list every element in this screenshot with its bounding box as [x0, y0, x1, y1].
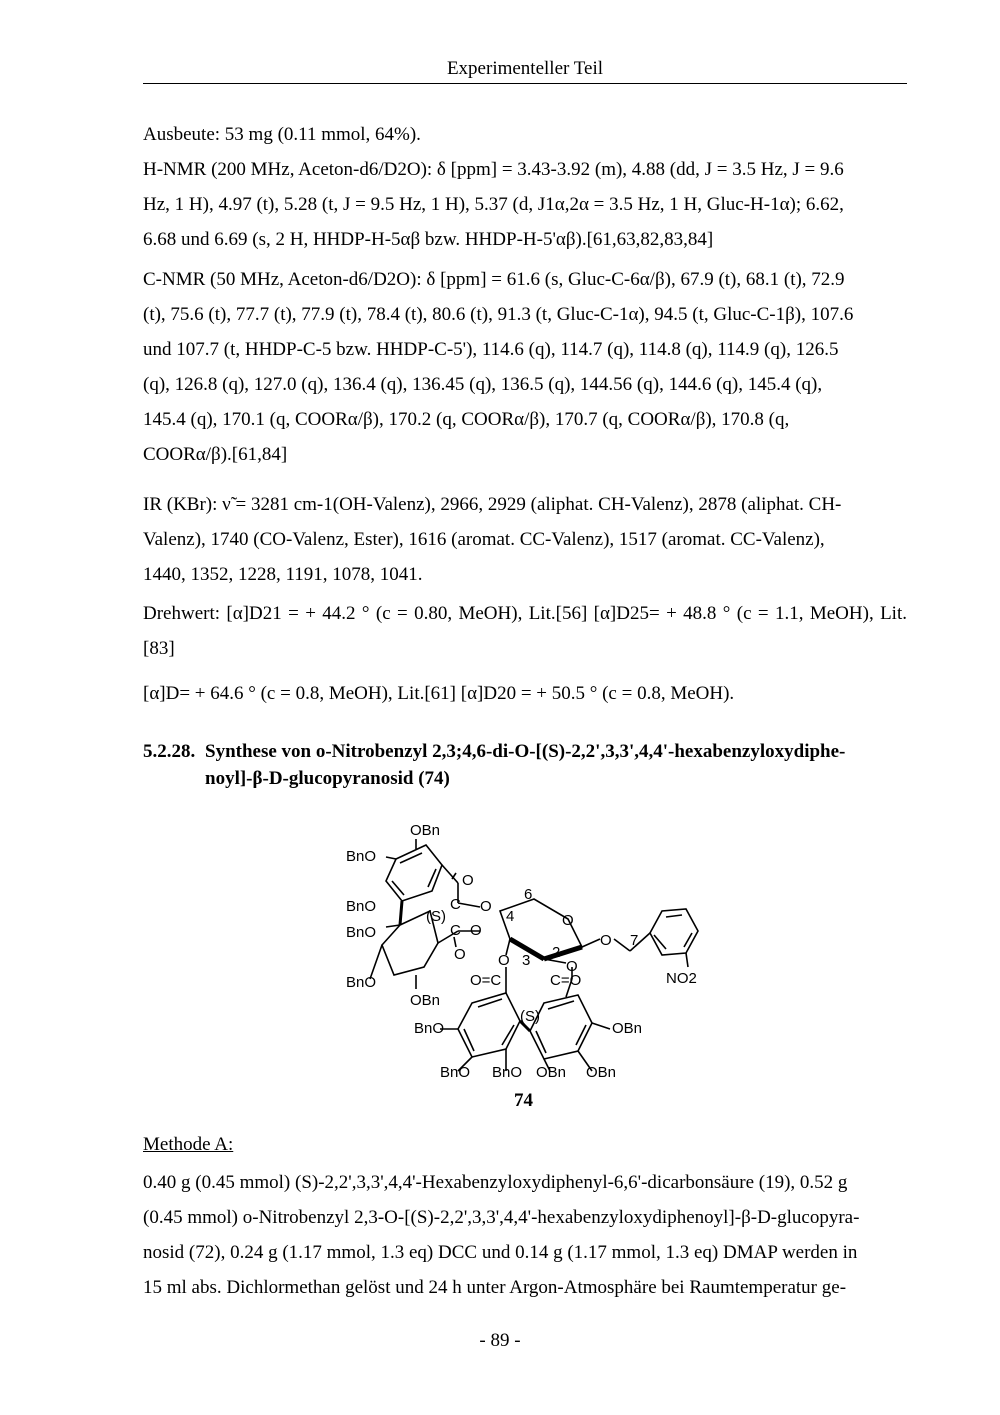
label-bno-6: BnO — [440, 1064, 471, 1081]
rotation-paragraph — [143, 596, 907, 711]
label-o-ester-1: O — [480, 898, 492, 915]
section-heading — [143, 738, 907, 792]
label-o-carbonyl-1: O — [462, 872, 474, 889]
cnmr-line-6: COORα/β).[61,84] — [143, 444, 288, 465]
label-oc: O=C — [470, 972, 502, 989]
procedure-line-2: (0.45 mmol) o-Nitrobenzyl 2,3-O-[(S)-2,2',3,3',4,4'-hexabenzyloxydiphenoyl]-β-D-glucopyra- — [143, 1207, 860, 1228]
label-o-carbonyl-2: O — [454, 946, 466, 963]
label-obn-3: OBn — [536, 1064, 567, 1081]
ir-line-2: Valenz), 1740 (CO-Valenz, Ester), 1616 (aromat. CC-Valenz), 1517 (aromat. CC-Valenz), — [143, 529, 825, 550]
hnmr-line-3: 6.68 und 6.69 (s, 2 H, HHDP-H-5αβ bzw. HHDP-H-5'αβ).[61,63,82,83,84] — [143, 229, 714, 250]
label-no2: NO2 — [666, 970, 697, 987]
label-pos-6: 6 — [524, 886, 533, 903]
section-title-line-1: Synthese von o-Nitrobenzyl 2,3;4,6-di-O-[(S)-2,2',3,3',4,4'-hexabenzyloxydiphe- — [205, 741, 846, 762]
ir-paragraph — [143, 487, 907, 592]
label-co: C=O — [550, 972, 582, 989]
label-pos-4: 4 — [506, 908, 515, 925]
label-o-2: O — [566, 958, 578, 975]
label-o-glycoside: O — [600, 932, 612, 949]
label-o-ring: O — [562, 912, 574, 929]
label-bno-5: BnO — [414, 1020, 445, 1037]
label-o-3: O — [498, 952, 510, 969]
ir-line-3: 1440, 1352, 1228, 1191, 1078, 1041. — [143, 564, 423, 585]
page-number: - 89 - — [479, 1330, 521, 1351]
cnmr-paragraph — [143, 262, 907, 472]
rotation-line-1: Drehwert: [α]D21 = + 44.2 ° (c = 0.80, MeOH), Lit.[56] [α]D25= + 48.8 ° (c = 1.1, MeOH), Lit.[83] — [143, 603, 907, 659]
hnmr-line-2: Hz, 1 H), 4.97 (t), 5.28 (t, J = 9.5 Hz, 1 H), 5.37 (d, J1α,2α = 3.5 Hz, 1 H, Gluc-H-1α); 6.62, — [143, 194, 844, 215]
label-bno-1: BnO — [346, 848, 377, 865]
label-pos-7: 7 — [630, 932, 639, 949]
running-header: Experimenteller Teil — [143, 58, 907, 84]
yield-line: Ausbeute: 53 mg (0.11 mmol, 64%). — [143, 124, 421, 145]
method-title: Methode A: — [143, 1134, 234, 1155]
procedure-line-3: nosid (72), 0.24 g (1.17 mmol, 1.3 eq) DCC und 0.14 g (1.17 mmol, 1.3 eq) DMAP werden in — [143, 1242, 858, 1263]
cnmr-line-3: und 107.7 (t, HHDP-C-5 bzw. HHDP-C-5'), 114.6 (q), 114.7 (q), 114.8 (q), 114.9 (q), 126.5 — [143, 339, 839, 360]
label-s-lower: (S) — [520, 1008, 540, 1025]
section-number: 5.2.28. — [143, 741, 196, 762]
procedure-paragraph — [143, 1165, 907, 1305]
compound-number: 74 — [514, 1090, 533, 1111]
label-c-1: C — [450, 896, 461, 913]
cnmr-line-1: C-NMR (50 MHz, Aceton-d6/D2O): δ [ppm] = 61.6 (s, Gluc-C-6α/β), 67.9 (t), 68.1 (t), 72.9 — [143, 269, 845, 290]
label-o-ester-2: O — [470, 922, 482, 939]
hnmr-paragraph — [143, 152, 907, 257]
procedure-line-4: 15 ml abs. Dichlormethan gelöst und 24 h unter Argon-Atmosphäre bei Raumtemperatur ge- — [143, 1277, 847, 1298]
label-c-2: C — [450, 922, 461, 939]
label-pos-3: 3 — [522, 952, 531, 969]
structure-74 — [330, 815, 730, 1115]
label-bno-2: BnO — [346, 898, 377, 915]
label-obn-top: OBn — [410, 822, 441, 839]
cnmr-line-4: (q), 126.8 (q), 127.0 (q), 136.4 (q), 136.45 (q), 136.5 (q), 144.56 (q), 144.6 (q), 145.4 (q), — [143, 374, 823, 395]
cnmr-line-5: 145.4 (q), 170.1 (q, COORα/β), 170.2 (q, COORα/β), 170.7 (q, COORα/β), 170.8 (q, — [143, 409, 790, 430]
label-obn-5: OBn — [612, 1020, 643, 1037]
procedure-line-1: 0.40 g (0.45 mmol) (S)-2,2',3,3',4,4'-Hexabenzyloxydiphenyl-6,6'-dicarbonsäure (19), 0.52 g — [143, 1172, 848, 1193]
label-bno-3: BnO — [346, 924, 377, 941]
ir-line-1: IR (KBr): ν̃ = 3281 cm-1(OH-Valenz), 2966, 2929 (aliphat. CH-Valenz), 2878 (aliphat. CH- — [143, 494, 842, 515]
rotation-line-2: [α]D= + 64.6 ° (c = 0.8, MeOH), Lit.[61] [α]D20 = + 50.5 ° (c = 0.8, MeOH). — [143, 683, 735, 704]
hnmr-line-1: H-NMR (200 MHz, Aceton-d6/D2O): δ [ppm] = 3.43-3.92 (m), 4.88 (dd, J = 3.5 Hz, J = 9.6 — [143, 159, 844, 180]
label-pos-2: 2 — [552, 944, 561, 961]
label-s-upper: (S) — [426, 908, 446, 925]
section-title-line-2: noyl]-β-D-glucopyranosid (74) — [205, 768, 450, 789]
label-bno-7: BnO — [492, 1064, 523, 1081]
label-obn-2: OBn — [410, 992, 441, 1009]
label-bno-4: BnO — [346, 974, 377, 991]
label-obn-4: OBn — [586, 1064, 617, 1081]
cnmr-line-2: (t), 75.6 (t), 77.7 (t), 77.9 (t), 78.4 (t), 80.6 (t), 91.3 (t, Gluc-C-1α), 94.5 (t, Gluc-C-1β), 107.6 — [143, 304, 854, 325]
